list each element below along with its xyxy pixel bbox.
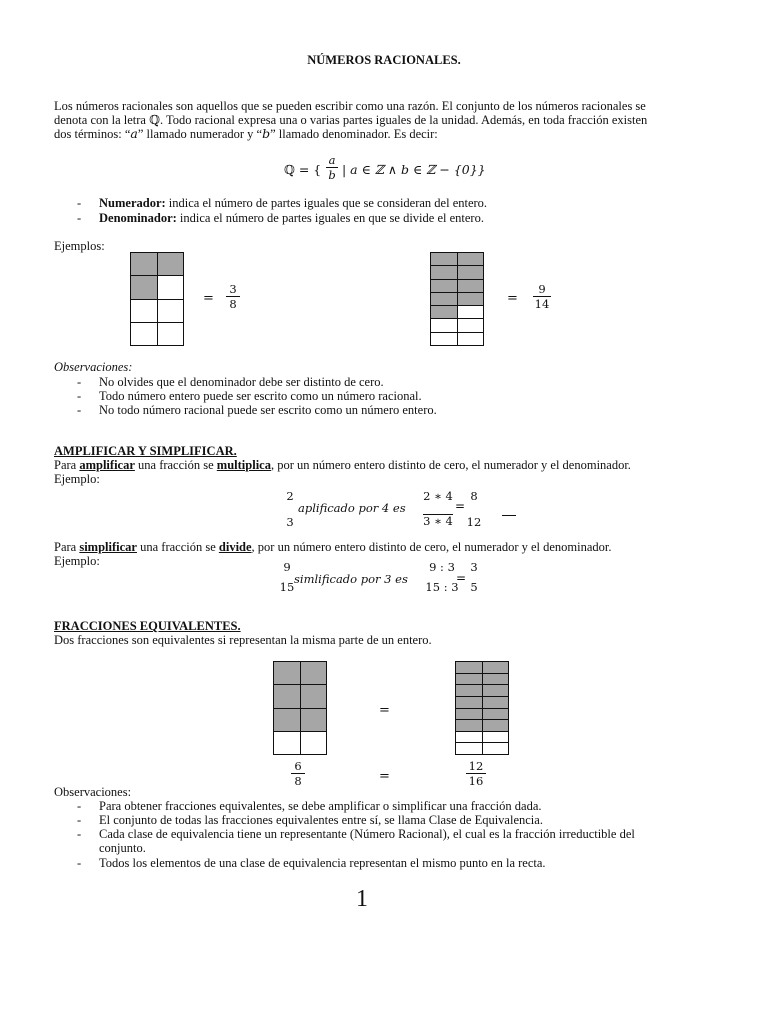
bullet-dash: - xyxy=(77,196,82,210)
fraction-numerator: 3 xyxy=(229,282,237,296)
observation-item: Todos los elementos de una clase de equivalencia representan el mismo punto en la recta. xyxy=(99,856,546,870)
var-a: a xyxy=(130,126,138,141)
grid-cell-shaded xyxy=(431,266,457,278)
bullet-dash: - xyxy=(77,375,82,389)
fraction-numerator: 9 xyxy=(283,560,291,574)
equals-sign: = xyxy=(455,499,466,513)
section-heading-amplify: AMPLIFICAR Y SIMPLIFICAR. xyxy=(54,444,237,458)
grid-cell-shaded xyxy=(431,306,457,318)
fraction-grid-3-8 xyxy=(130,252,184,346)
fraction-denominator: 3 xyxy=(286,515,294,529)
fraction-grid-6-8 xyxy=(273,661,327,755)
fraction-numerator: 6 xyxy=(294,759,302,773)
page-number: 1 xyxy=(356,886,368,912)
bullet-dash: - xyxy=(77,856,82,870)
fraction-numerator: 12 xyxy=(468,759,484,773)
grid-cell-empty xyxy=(456,743,482,754)
grid-cell-shaded xyxy=(301,662,327,684)
set-definition-fraction xyxy=(326,154,338,181)
bullet-dash: - xyxy=(77,799,82,813)
grid-cell-empty xyxy=(483,732,509,743)
example-label: Ejemplo: xyxy=(54,554,100,568)
fraction-2x4-3x4 xyxy=(420,490,456,527)
grid-cell-shaded xyxy=(158,253,184,275)
fraction-denominator: 15 xyxy=(279,580,295,594)
fraction-3-5 xyxy=(468,561,480,593)
grid-cell-shaded xyxy=(483,674,509,685)
grid-cell-empty xyxy=(458,306,484,318)
observation-item-continued: conjunto. xyxy=(99,841,146,855)
fraction-denominator: 3 ∗ 4 xyxy=(423,514,453,528)
grid-cell-shaded xyxy=(456,697,482,708)
fraction-6-8 xyxy=(291,760,305,787)
observation-item: No olvides que el denominador debe ser distinto de cero. xyxy=(99,375,384,389)
grid-cell-shaded xyxy=(456,662,482,673)
term-numerador xyxy=(99,196,487,210)
fraction-numerator: 9 xyxy=(538,282,546,296)
observation-item: No todo número racional puede ser escrito como un número entero. xyxy=(99,403,437,417)
text: , por un número entero distinto de cero, el numerador y el denominador. xyxy=(251,540,612,554)
fraction-denominator: 12 xyxy=(466,515,482,529)
fraction-numerator: 8 xyxy=(470,489,478,503)
grid-cell-shaded xyxy=(483,685,509,696)
grid-cell-shaded xyxy=(274,662,300,684)
grid-cell-shaded xyxy=(131,253,157,275)
grid-cell-empty xyxy=(458,333,484,345)
grid-cell-empty xyxy=(458,319,484,331)
fraction-denominator: 8 xyxy=(294,774,302,788)
grid-cell-shaded xyxy=(456,674,482,685)
bullet-dash: - xyxy=(77,403,82,417)
amplify-middle-text: aplificado por 4 es xyxy=(298,501,406,515)
grid-cell-shaded xyxy=(483,697,509,708)
amplify-paragraph xyxy=(54,458,631,472)
fraction-numerator: 2 ∗ 4 xyxy=(423,489,453,503)
fraction-12-16 xyxy=(466,760,486,787)
examples-label: Ejemplos: xyxy=(54,239,105,253)
intro-line-1: Los números racionales son aquellos que se pueden escribir como una razón. El conjunto de los números racionales se xyxy=(54,99,646,113)
term-text: indica el número de partes iguales que se consideran del entero. xyxy=(165,196,488,210)
keyword-divide: divide xyxy=(218,540,252,554)
section-heading-equivalent: FRACCIONES EQUIVALENTES. xyxy=(54,619,241,633)
fraction-denominator: 5 xyxy=(470,580,478,594)
grid-cell-empty xyxy=(131,300,157,322)
text: Para xyxy=(54,540,80,554)
grid-cell-shaded xyxy=(483,720,509,731)
page-title: NÚMEROS RACIONALES. xyxy=(307,53,461,67)
bullet-dash: - xyxy=(77,813,82,827)
term-denominador xyxy=(99,211,484,225)
fraction-2-3 xyxy=(283,490,297,528)
fraction-denominator: 8 xyxy=(229,297,237,311)
grid-cell-shaded xyxy=(458,280,484,292)
grid-cell-empty xyxy=(483,743,509,754)
intro-line-2: denota con la letra ℚ. Todo racional expresa una o varias partes iguales de la unidad. Además, en toda fracción existen xyxy=(54,113,648,127)
grid-cell-shaded xyxy=(456,709,482,720)
fraction-denominator: 16 xyxy=(468,774,484,788)
grid-cell-shaded xyxy=(458,266,484,278)
fraction-3-8 xyxy=(226,283,240,310)
bullet-dash: - xyxy=(77,389,82,403)
grid-cell-shaded xyxy=(431,293,457,305)
observations-title: Observaciones: xyxy=(54,360,133,374)
fraction-8-12 xyxy=(465,490,483,528)
grid-cell-shaded xyxy=(458,293,484,305)
grid-cell-empty xyxy=(131,323,157,345)
grid-cell-empty xyxy=(158,323,184,345)
var-b: b xyxy=(262,126,271,141)
observations-title: Observaciones: xyxy=(54,785,132,799)
example-label: Ejemplo: xyxy=(54,472,100,486)
fraction-numerator: a xyxy=(328,153,336,167)
intro-text: dos términos: “ xyxy=(54,127,131,141)
equivalent-definition: Dos fracciones son equivalentes si representan la misma parte de un entero. xyxy=(54,633,432,647)
fraction-9-14 xyxy=(533,283,551,310)
term-label: Denominador: xyxy=(99,211,177,225)
set-definition-condition: | a ∈ ℤ ∧ b ∈ ℤ − {0}} xyxy=(342,162,486,177)
grid-cell-shaded xyxy=(131,276,157,298)
fraction-numerator: 3 xyxy=(470,560,478,574)
grid-cell-shaded xyxy=(458,253,484,265)
fraction-numerator: 2 xyxy=(286,489,294,503)
intro-line-3 xyxy=(54,127,438,141)
grid-cell-shaded xyxy=(274,709,300,731)
intro-text: ” llamado numerador y “ xyxy=(137,127,263,141)
grid-cell-shaded xyxy=(431,253,457,265)
equals-sign: = xyxy=(379,703,390,718)
grid-cell-empty xyxy=(301,732,327,754)
grid-cell-shaded xyxy=(431,280,457,292)
grid-cell-shaded xyxy=(301,709,327,731)
term-text: indica el número de partes iguales en que se divide el entero. xyxy=(176,211,484,225)
observation-item: Todo número entero puede ser escrito como un número racional. xyxy=(99,389,422,403)
term-label: Numerador: xyxy=(99,196,166,210)
intro-text: ” llamado denominador. Es decir: xyxy=(270,127,438,141)
grid-cell-shaded xyxy=(483,709,509,720)
grid-cell-empty xyxy=(431,319,457,331)
keyword-amplificar: amplificar xyxy=(79,458,135,472)
equals-sign: = xyxy=(379,769,390,784)
grid-cell-shaded xyxy=(301,685,327,707)
grid-cell-empty xyxy=(158,276,184,298)
grid-cell-empty xyxy=(158,300,184,322)
keyword-simplificar: simplificar xyxy=(79,540,137,554)
fraction-numerator: 9 : 3 xyxy=(429,560,455,574)
fraction-denominator: b xyxy=(328,168,336,182)
fraction-line xyxy=(502,515,516,516)
grid-cell-shaded xyxy=(456,720,482,731)
bullet-dash: - xyxy=(77,211,82,225)
observation-item: El conjunto de todas las fracciones equivalentes entre sí, se llama Clase de Equivalencia. xyxy=(99,813,543,827)
grid-cell-shaded xyxy=(456,685,482,696)
simplify-paragraph xyxy=(54,540,612,554)
observation-item: Para obtener fracciones equivalentes, se debe amplificar o simplificar una fracción dada. xyxy=(99,799,542,813)
bullet-dash: - xyxy=(77,827,82,841)
observation-item: Cada clase de equivalencia tiene un representante (Número Racional), el cual es la fracción irreductible del xyxy=(99,827,635,841)
text: una fracción se xyxy=(136,540,219,554)
grid-cell-empty xyxy=(274,732,300,754)
set-definition-prefix: ℚ = { xyxy=(284,162,322,177)
keyword-multiplica: multiplica xyxy=(216,458,271,472)
equals-sign: = xyxy=(203,291,214,306)
grid-cell-shaded xyxy=(483,662,509,673)
grid-cell-shaded xyxy=(274,685,300,707)
fraction-denominator: 15 : 3 xyxy=(425,580,459,594)
fraction-grid-12-16 xyxy=(455,661,509,755)
text: una fracción se xyxy=(134,458,217,472)
fraction-denominator: 14 xyxy=(534,297,550,311)
equals-sign: = xyxy=(507,291,518,306)
text: Para xyxy=(54,458,80,472)
equals-sign: = xyxy=(456,571,467,585)
text: , por un número entero distinto de cero, el numerador y el denominador. xyxy=(270,458,631,472)
simplify-middle-text: simlificado por 3 es xyxy=(294,572,408,586)
grid-cell-empty xyxy=(456,732,482,743)
fraction-grid-9-14 xyxy=(430,252,484,346)
grid-cell-empty xyxy=(431,333,457,345)
